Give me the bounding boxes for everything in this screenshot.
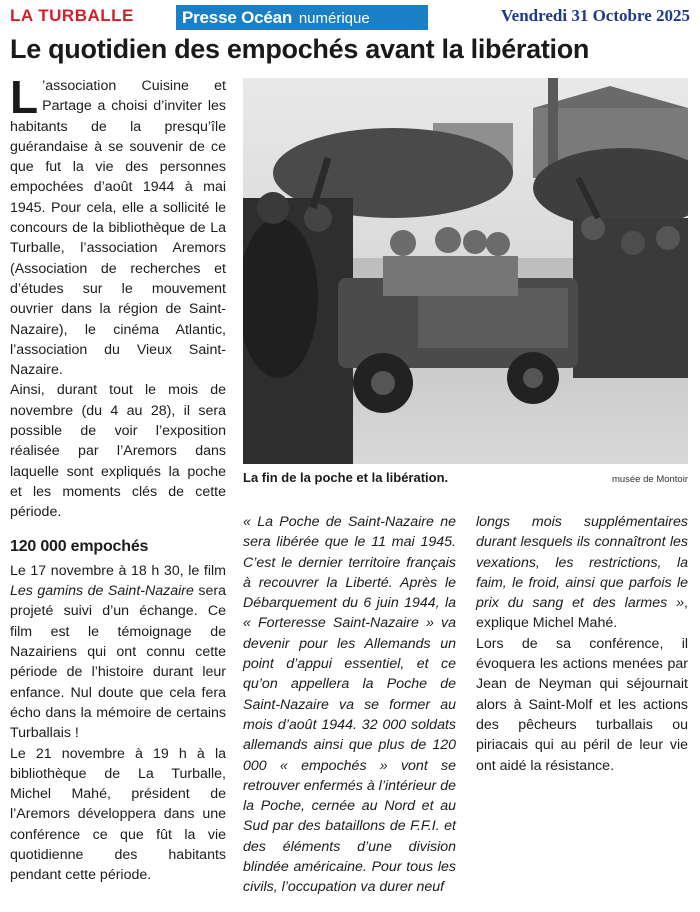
paragraph-4: Le 21 novembre à 19 h à la bibliothèque de La Turballe, Michel Mahé, président de l’Aremors développera dans une conférence ce que fût la vie quotidienne des habitants pendant cette période. bbox=[10, 745, 226, 884]
continued-paragraph: longs mois supplémentaires durant lesquels ils connaîtront les vexations, les restrictions, la faim, le froid, ainsi que parfois le prix du sang et des larmes », explique Michel Mahé. bbox=[476, 514, 688, 632]
continued-paragraph: Lors de sa conférence, il évoquera les actions menées par Jean de Neyman qui séjournait alors à Saint-Molf et les actions des pêcheurs turballais ou piriacais qui au péril de leur vie ont aidé la résistance. bbox=[476, 635, 688, 774]
photo-caption: La fin de la poche et la libération. bbox=[243, 470, 449, 485]
paragraph-1: ’association Cuisine et Partage a choisi d’inviter les habitants de la presqu’île guérandaise à se souvenir de ce que fut la vie des personnes empochées d’août 1944 à mai 1945. Pour cela, elle a sollicité le concours de la bibliothèque de La Turballe, l’association Aremors (Association de recherches et d’études sur le mouvement ouvrier dans la région de Saint-Nazaire), le cinéma Atlantic, l’association du Vieux Saint-Nazaire. bbox=[10, 78, 226, 379]
section-subhead: 120 000 empochés bbox=[10, 537, 149, 555]
paragraph-2: Ainsi, durant tout le mois de novembre (du 4 au 28), il sera possible de voir l’exposition réalisée par l’Aremors dans laquelle sont expliqués la poche et les moments clés de cette période. bbox=[10, 382, 226, 521]
town-name: LA TURBALLE bbox=[10, 6, 134, 25]
masthead bbox=[0, 0, 700, 34]
film-title: Les gamins de Saint-Nazaire bbox=[10, 583, 194, 600]
drop-cap: L bbox=[10, 71, 39, 123]
paragraph-3: Le 17 novembre à 18 h 30, le film Les gamins de Saint-Nazaire sera projeté suivi d’un échange. Ce film est le témoignage de Nazairiens qui ont connu cette période de l’histoire durant leur enfance. Nul doute que cela fera écho dans la mémoire de certains Turballais ! bbox=[10, 562, 227, 742]
article-photo bbox=[243, 78, 688, 464]
continued-paragraph: « La Poche de Saint-Nazaire ne sera libérée que le 11 mai 1945. C’est le dernier territoire français à recouvrer la Liberté. Après le Débarquement du 6 juin 1944, la « Forteresse Saint-Nazaire » va devenir pour les Allemands un point d’appui essentiel, et ce qu’on appellera la Poche de Saint-Nazaire va se former au mois d’août 1944. 32 000 soldats allemands ainsi que plus de 120 000 « empochés » vont se retrouver enfermés à l’intérieur de la Poche, cernée au Nord et au Sud par des bataillons de F.F.I. et des éléments d’une division blindée américaine. Pour tous les civils, l’occupation va durer neuf bbox=[243, 514, 456, 896]
edition-date: Vendredi 31 Octobre 2025 bbox=[500, 6, 690, 25]
photo-credit: musée de Montoir bbox=[611, 474, 688, 485]
liberation-photo bbox=[243, 78, 688, 464]
brand-main: Presse Océan bbox=[182, 8, 293, 27]
article-title: Le quotidien des empochés avant la libération bbox=[10, 34, 590, 64]
brand-logo[interactable] bbox=[176, 5, 428, 30]
lead-paragraph bbox=[10, 71, 226, 380]
brand-sub: numérique bbox=[298, 10, 370, 27]
column-3 bbox=[476, 512, 688, 776]
column-1 bbox=[10, 71, 227, 886]
column-2 bbox=[243, 512, 456, 898]
